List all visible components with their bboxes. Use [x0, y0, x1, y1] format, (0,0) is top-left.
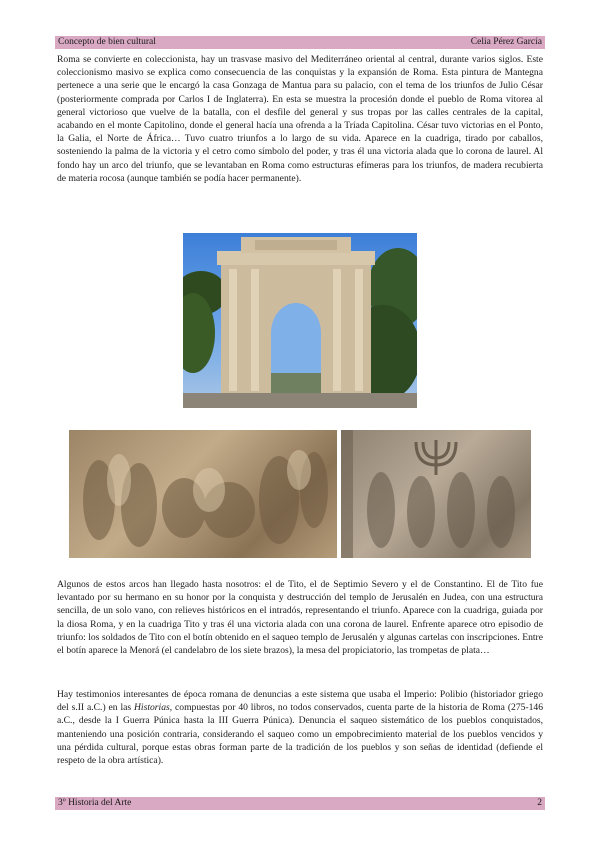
- paragraph-arch-of-titus: Algunos de estos arcos han llegado hasta nosotros: el de Tito, el de Septimio Severo y el de Constantino. El de Tito fue levantado por su hermano en su honor por la conquista y destrucción del templo de Jerusalén en Judea, con una estructura sencilla, de un solo vano, con relieves históricos en el intradós, representando el triunfo. Aparece con la cuadriga, guiada por la diosa Roma, y en la cuadriga Tito y tras él una victoria alada con una corona de laurel. Enfrente aparece otro episodio de triunfo: los soldados de Tito con el botín obtenido en el saqueo templo de Jerusalén y algunas cartelas con inscripciones. Entre el botín aparece la Menorá (el candelabro de los siete brazos), la mesa del propiciatorio, las trompetas de plata…: [57, 579, 543, 657]
- triumph-quadriga-relief-photo: [69, 430, 337, 558]
- header-title: Concepto de bien cultural: [58, 37, 156, 47]
- paragraph-polibio-part2: , compuestas por 40 libros, no todos conservados, cuenta parte de la historia de Roma (275-146 a.C., desde la I Guerra Púnica hasta la III Guerra Púnica). Denuncia el saqueo sistemático de los pueblos conquistados, manteniendo una posición contraria, considerando el saqueo como un empobrecimiento material de los pueblos vencidos y una pérdida cultural, porque estas obras forman parte de la tradición de los pueblos y son señas de identidad (defiende el respeto de la obra artística).: [57, 702, 543, 767]
- arch-of-titus-photo: [183, 233, 417, 408]
- header-author: Celia Pérez García: [470, 37, 542, 47]
- paragraph-polibio: [57, 688, 543, 767]
- footer-course: 3º Historia del Arte: [58, 798, 132, 808]
- page-footer: [55, 797, 545, 810]
- spoils-of-jerusalem-relief-photo: [341, 430, 531, 558]
- paragraph-polibio-part1: Hay testimonios interesantes de época romana de denuncias a este sistema que usaba el Imperio: Polibio (historiador griego del s.II a.C.) en las: [57, 689, 543, 714]
- paragraph-mantegna: Roma se convierte en coleccionista, hay un trasvase masivo del Mediterráneo oriental al central, durante varios siglos. Este coleccionismo masivo se explica como consecuencia de las conquistas y la expansión de Roma. Esta pintura de Mantegna pertenece a una serie que le encargó la casa Gonzaga de Mantua para su palacio, con el tema de los triunfos de Julio César (posteriormente comprada por Carlos I de Inglaterra). En esta se muestra la procesión donde el pueblo de Roma vitorea al general victorioso que vuelve de la batalla, con el desfile del general y sus tropas por las calles centrales de la capital, acabando en el monte Capitolino, donde el general hacía una ofrenda a la Tríada Capitolina. César tuvo victorias en el Ponto, la Galia, el Norte de África… Tuvo cuatro triunfos a lo largo de su vida. Aparece en la cuadriga, tirado por caballos, sosteniendo la palma de la victoria y el cetro como símbolo del poder, y tras él una victoria alada que lo corona de laurel. Al fondo hay un arco del triunfo, que se levantaban en Roma como estructuras efímeras para los triunfos, de madera recubierta de materia rocosa (aunque también se podía hacer permanente).: [57, 54, 543, 184]
- page-number: 2: [537, 798, 542, 808]
- page-header: [55, 36, 545, 49]
- historias-title: Historias: [134, 702, 170, 714]
